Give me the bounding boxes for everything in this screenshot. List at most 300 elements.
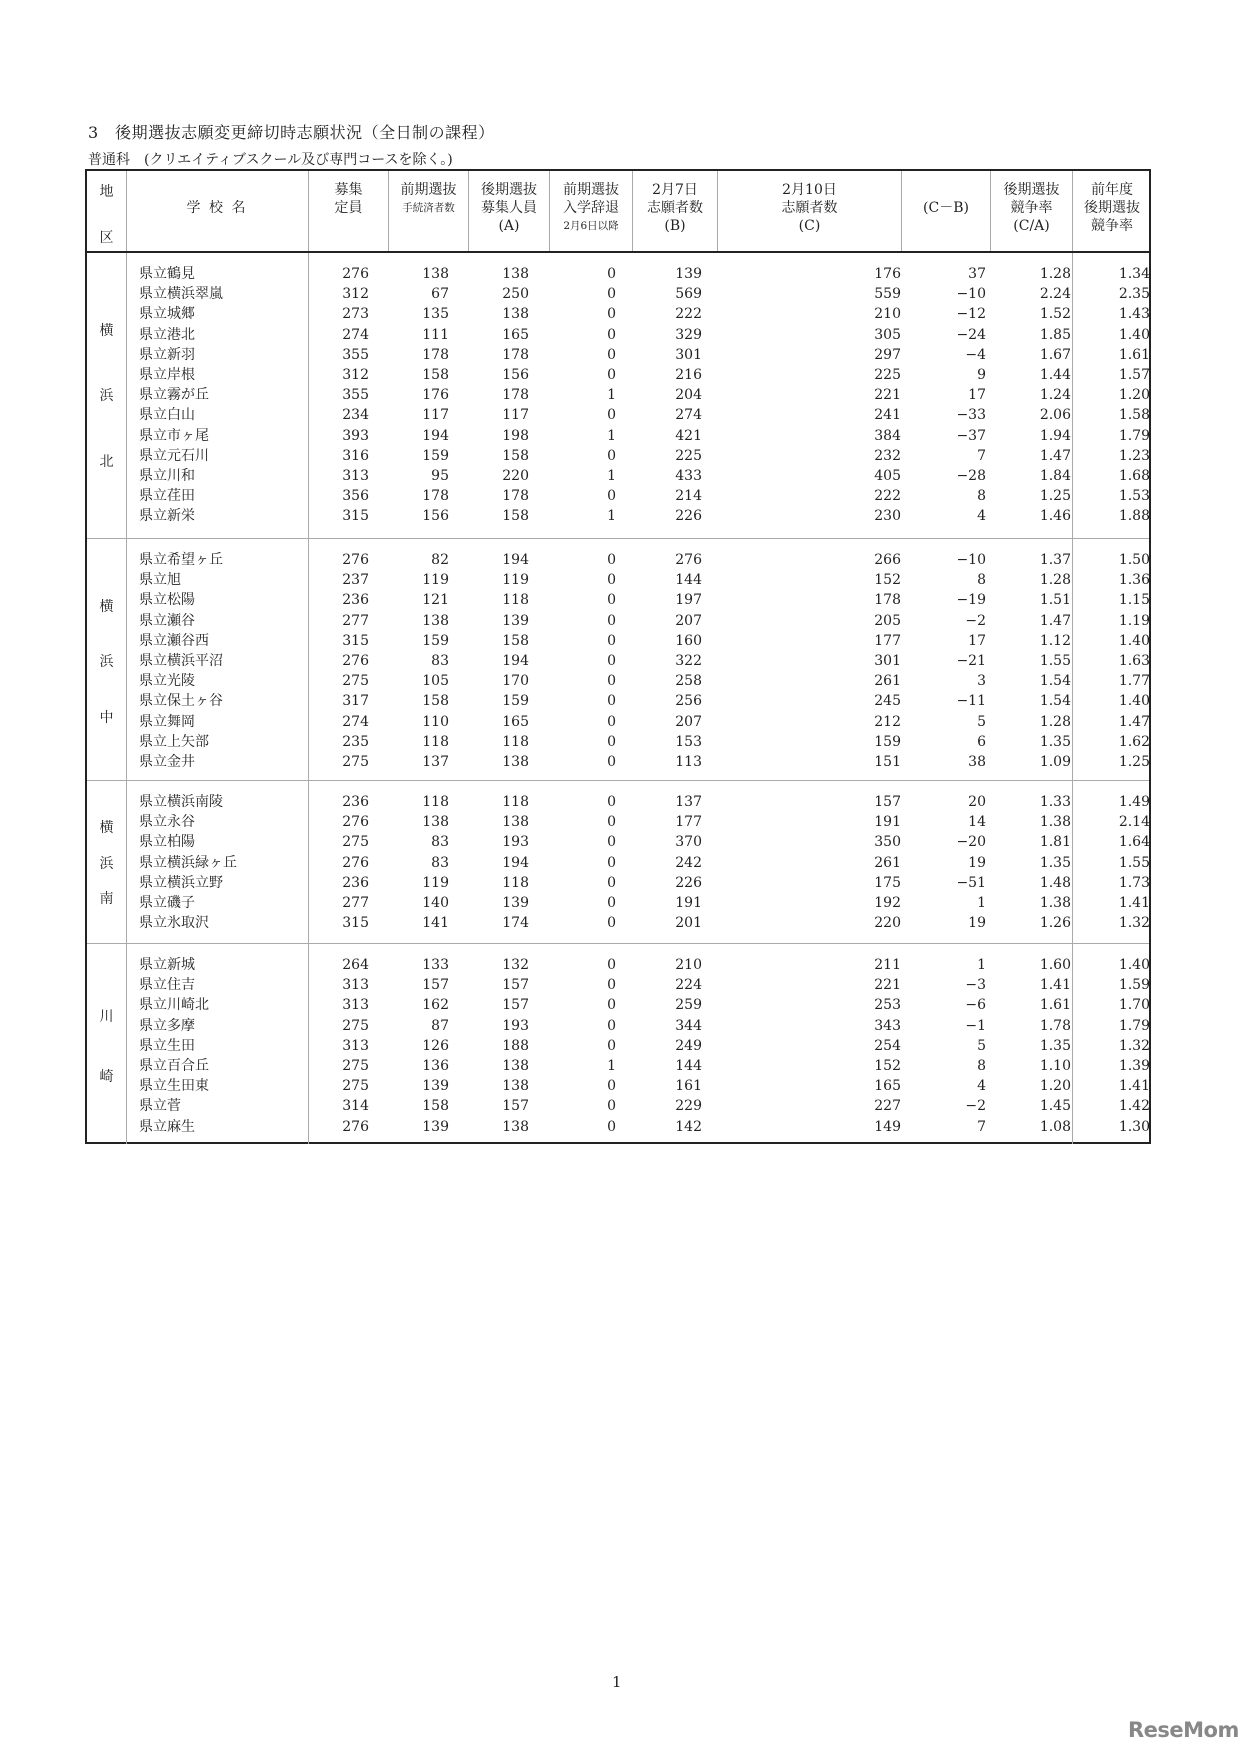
cell-diff: −21 [956,653,986,669]
cell-early-withdraw: 0 [607,632,616,649]
cell-early-withdraw: 1 [607,508,616,525]
cell-late-quota: 118 [502,874,529,891]
cell-ratio: 1.84 [1039,468,1071,484]
cell-capacity: 314 [342,1098,369,1115]
table-row [87,732,1149,752]
table-row [87,913,1149,933]
cell-school-name: 県立生田 [139,1037,195,1054]
cell-late-quota: 193 [502,1017,529,1034]
cell-feb10-applicants: 559 [874,286,901,303]
cell-school-name: 県立永谷 [139,814,195,831]
header-feb7-l3: (B) [664,218,686,234]
cell-diff: 5 [977,713,986,730]
cell-late-quota: 138 [502,1058,529,1074]
cell-early-enrolled: 83 [431,653,449,669]
cell-capacity: 275 [342,834,369,851]
table-row [87,651,1149,671]
cell-late-quota: 165 [502,326,529,343]
cell-early-withdraw: 0 [607,997,616,1014]
header-feb7-l2: 志願者数 [647,200,703,216]
table-row [87,812,1149,832]
cell-prev-ratio: 1.32 [1118,915,1150,932]
cell-late-quota: 194 [502,552,529,568]
table-row [87,1056,1149,1076]
cell-early-enrolled: 138 [422,814,449,831]
cell-capacity: 317 [342,693,369,710]
cell-school-name: 県立川和 [139,468,195,484]
table-row [87,1117,1149,1137]
cell-diff: −10 [956,552,986,568]
cell-late-quota: 138 [502,1118,529,1135]
cell-early-withdraw: 1 [607,387,616,404]
cell-prev-ratio: 2.35 [1118,286,1150,303]
cell-prev-ratio: 1.40 [1118,957,1150,973]
header-capacity-l1: 募集 [334,182,363,198]
header-early-withdraw-l3: 2月6日以降 [563,220,619,232]
cell-late-quota: 157 [502,1098,529,1115]
header-early-withdraw-l1: 前期選抜 [563,182,619,198]
cell-late-quota: 194 [502,653,529,669]
cell-ratio: 1.20 [1039,1078,1071,1095]
cell-ratio: 1.35 [1039,1037,1071,1054]
cell-feb7-applicants: 201 [675,915,702,932]
header-ratio-l1: 後期選抜 [1003,182,1060,198]
cell-prev-ratio: 2.14 [1118,814,1150,831]
cell-feb7-applicants: 226 [675,874,702,891]
cell-diff: 6 [977,733,986,750]
cell-feb7-applicants: 207 [675,713,702,730]
region-char: 横 [99,598,114,615]
cell-prev-ratio: 1.40 [1118,693,1150,710]
header-early-enrolled-l2: 手続済者数 [402,202,455,214]
cell-feb7-applicants: 344 [675,1017,702,1034]
cell-capacity: 276 [342,1118,369,1135]
cell-prev-ratio: 1.88 [1118,508,1150,525]
cell-feb7-applicants: 139 [675,266,702,282]
cell-feb7-applicants: 569 [675,286,702,303]
cell-late-quota: 250 [502,286,529,303]
cell-late-quota: 118 [502,794,529,810]
cell-feb10-applicants: 210 [874,306,901,323]
cell-feb10-applicants: 305 [874,326,901,343]
cell-capacity: 356 [342,488,369,505]
cell-diff: 8 [977,572,986,589]
cell-diff: −2 [965,1098,986,1115]
cell-prev-ratio: 1.47 [1118,713,1150,730]
cell-late-quota: 178 [502,346,529,363]
cell-feb7-applicants: 433 [675,468,702,484]
cell-prev-ratio: 1.55 [1118,854,1150,871]
cell-capacity: 393 [342,427,369,444]
cell-ratio: 1.46 [1039,508,1071,525]
header-feb10-l2: 志願者数 [781,200,838,216]
cell-early-withdraw: 0 [607,1037,616,1054]
cell-feb7-applicants: 274 [675,407,702,424]
cell-feb7-applicants: 276 [675,552,702,568]
cell-diff: −11 [956,693,986,710]
cell-ratio: 1.85 [1039,326,1071,343]
cell-early-withdraw: 0 [607,592,616,609]
cell-ratio: 1.28 [1039,572,1071,589]
cell-early-withdraw: 0 [607,367,616,383]
cell-diff: 17 [968,387,986,404]
header-school: 学 校 名 [186,200,248,216]
cell-capacity: 275 [342,754,369,770]
table-row [87,284,1149,304]
cell-feb7-applicants: 249 [675,1037,702,1054]
cell-early-enrolled: 158 [422,693,449,710]
cell-diff: 4 [977,1078,986,1095]
cell-school-name: 県立城郷 [139,306,195,323]
header-feb10 [717,171,901,251]
cell-early-enrolled: 121 [422,592,449,609]
cell-ratio: 1.09 [1039,754,1071,770]
cell-early-withdraw: 0 [607,957,616,973]
cell-feb7-applicants: 204 [675,387,702,404]
cell-feb10-applicants: 266 [874,552,901,568]
cell-prev-ratio: 1.63 [1118,653,1150,669]
cell-feb10-applicants: 261 [874,673,901,690]
cell-feb7-applicants: 229 [675,1098,702,1115]
cell-feb7-applicants: 258 [675,673,702,690]
table-row [87,712,1149,732]
table-row [87,446,1149,466]
cell-diff: −3 [965,977,986,994]
cell-capacity: 315 [342,508,369,525]
cell-school-name: 県立磯子 [139,895,195,911]
cell-feb10-applicants: 253 [874,997,901,1014]
cell-early-enrolled: 138 [422,612,449,629]
cell-school-name: 県立新城 [139,957,195,973]
cell-school-name: 県立川崎北 [139,997,209,1014]
cell-school-name: 県立霧が丘 [139,387,209,404]
cell-feb10-applicants: 241 [874,407,901,424]
cell-school-name: 県立横浜立野 [139,874,223,891]
page-subtitle: 普通科 (クリエイティブスクール及び専門コースを除く。) [88,149,453,171]
cell-late-quota: 138 [502,1078,529,1095]
cell-late-quota: 138 [502,814,529,831]
table-row [87,1076,1149,1096]
cell-diff: 20 [968,794,986,810]
header-late-quota [468,171,549,251]
cell-diff: 7 [977,1118,986,1135]
cell-diff: 9 [977,367,986,383]
region-char: 崎 [99,1069,114,1086]
cell-ratio: 1.28 [1039,713,1071,730]
table-row [87,752,1149,772]
cell-capacity: 274 [342,713,369,730]
cell-school-name: 県立新栄 [139,508,195,525]
cell-ratio: 1.08 [1039,1118,1071,1135]
cell-early-enrolled: 83 [431,834,449,851]
cell-feb10-applicants: 230 [874,508,901,525]
cell-ratio: 1.60 [1039,957,1071,973]
cell-school-name: 県立横浜平沼 [139,653,223,669]
cell-ratio: 1.47 [1039,612,1071,629]
cell-capacity: 312 [342,286,369,303]
cell-diff: −37 [956,427,986,444]
cell-feb7-applicants: 207 [675,612,702,629]
cell-school-name: 県立横浜南陵 [139,794,223,810]
cell-school-name: 県立希望ヶ丘 [139,552,223,568]
cell-ratio: 1.67 [1039,346,1071,363]
table-row [87,264,1149,284]
cell-late-quota: 139 [502,895,529,911]
cell-early-withdraw: 0 [607,306,616,323]
cell-diff: −1 [965,1017,986,1034]
cell-prev-ratio: 1.50 [1118,552,1150,568]
cell-feb10-applicants: 225 [874,367,901,383]
cell-feb7-applicants: 301 [675,346,702,363]
cell-capacity: 276 [342,814,369,831]
cell-early-withdraw: 0 [607,754,616,770]
cell-feb7-applicants: 191 [675,895,702,911]
cell-feb7-applicants: 256 [675,693,702,710]
cell-prev-ratio: 1.77 [1118,673,1150,690]
table-row [87,550,1149,570]
cell-late-quota: 159 [502,693,529,710]
cell-feb10-applicants: 191 [874,814,901,831]
cell-ratio: 1.26 [1039,915,1071,932]
cell-feb7-applicants: 259 [675,997,702,1014]
cell-school-name: 県立麻生 [139,1118,195,1135]
cell-early-enrolled: 119 [422,874,449,891]
region-group [87,253,1149,538]
cell-early-withdraw: 0 [607,552,616,568]
cell-early-enrolled: 137 [422,754,449,770]
region-char: 川 [99,1008,114,1025]
cell-early-withdraw: 0 [607,346,616,363]
cell-early-withdraw: 1 [607,1058,616,1074]
header-prev-ratio [1072,171,1151,251]
cell-feb7-applicants: 137 [675,794,702,810]
cell-early-withdraw: 1 [607,468,616,484]
cell-early-withdraw: 0 [607,612,616,629]
cell-late-quota: 119 [502,572,529,589]
cell-feb10-applicants: 178 [874,592,901,609]
cell-feb7-applicants: 322 [675,653,702,669]
cell-early-withdraw: 0 [607,814,616,831]
header-prev-ratio-l3: 競争率 [1091,218,1133,234]
cell-prev-ratio: 1.70 [1118,997,1150,1014]
cell-diff: −24 [956,326,986,343]
cell-capacity: 276 [342,653,369,669]
cell-ratio: 1.47 [1039,447,1071,464]
table-row [87,304,1149,324]
cell-school-name: 県立百合丘 [139,1058,209,1074]
cell-capacity: 264 [342,957,369,973]
cell-early-withdraw: 0 [607,693,616,710]
cell-feb7-applicants: 197 [675,592,702,609]
cell-prev-ratio: 1.41 [1118,895,1150,911]
cell-capacity: 277 [342,612,369,629]
cell-diff: −19 [956,592,986,609]
cell-early-enrolled: 139 [422,1118,449,1135]
region-char: 浜 [99,654,114,671]
cell-early-withdraw: 0 [607,407,616,424]
cell-prev-ratio: 1.68 [1118,468,1150,484]
cell-prev-ratio: 1.19 [1118,612,1150,629]
cell-school-name: 県立菅 [139,1098,181,1115]
cell-capacity: 234 [342,407,369,424]
cell-feb7-applicants: 216 [675,367,702,383]
cell-ratio: 1.25 [1039,488,1071,505]
header-early-withdraw [549,171,632,251]
cell-early-enrolled: 118 [422,794,449,810]
cell-feb10-applicants: 212 [874,713,901,730]
cell-capacity: 276 [342,854,369,871]
header-feb10-l3: (C) [798,218,821,234]
cell-feb7-applicants: 144 [675,572,702,589]
cell-ratio: 1.52 [1039,306,1071,323]
cell-feb10-applicants: 301 [874,653,901,669]
table-row [87,385,1149,405]
cell-ratio: 1.12 [1039,632,1071,649]
cell-ratio: 1.78 [1039,1017,1071,1034]
cell-prev-ratio: 1.39 [1118,1058,1150,1074]
cell-early-enrolled: 158 [422,367,449,383]
cell-diff: −10 [956,286,986,303]
cell-school-name: 県立生田東 [139,1078,209,1095]
header-early-withdraw-l2: 入学辞退 [563,200,619,216]
cell-late-quota: 139 [502,612,529,629]
cell-diff: 38 [968,754,986,770]
cell-prev-ratio: 1.59 [1118,977,1150,994]
cell-capacity: 275 [342,1078,369,1095]
cell-late-quota: 174 [502,915,529,932]
cell-school-name: 県立舞岡 [139,713,195,730]
cell-capacity: 275 [342,673,369,690]
cell-ratio: 1.54 [1039,693,1071,710]
cell-feb7-applicants: 242 [675,854,702,871]
cell-feb10-applicants: 205 [874,612,901,629]
cell-school-name: 県立荏田 [139,488,195,505]
cell-early-withdraw: 0 [607,447,616,464]
cell-feb7-applicants: 222 [675,306,702,323]
cell-ratio: 1.38 [1039,895,1071,911]
region-group [87,780,1149,943]
region-group [87,538,1149,780]
cell-early-withdraw: 0 [607,834,616,851]
cell-late-quota: 165 [502,713,529,730]
cell-early-withdraw: 0 [607,1017,616,1034]
cell-ratio: 1.28 [1039,266,1071,282]
cell-ratio: 1.33 [1039,794,1071,810]
cell-prev-ratio: 1.61 [1118,346,1150,363]
header-late-quota-l3: (A) [498,218,520,234]
cell-ratio: 1.24 [1039,387,1071,404]
table-row [87,486,1149,506]
cell-early-enrolled: 133 [422,957,449,973]
cell-capacity: 355 [342,387,369,404]
cell-capacity: 315 [342,915,369,932]
cell-early-enrolled: 159 [422,447,449,464]
cell-early-enrolled: 178 [422,346,449,363]
cell-capacity: 355 [342,346,369,363]
cell-capacity: 275 [342,1017,369,1034]
cell-feb7-applicants: 370 [675,834,702,851]
cell-diff: 8 [977,1058,986,1074]
header-late-quota-l1: 後期選抜 [481,182,537,198]
header-prev-ratio-l2: 後期選抜 [1084,200,1140,216]
cell-early-enrolled: 136 [422,1058,449,1074]
cell-feb10-applicants: 297 [874,346,901,363]
cell-late-quota: 158 [502,447,529,464]
cell-early-withdraw: 0 [607,915,616,932]
cell-early-enrolled: 83 [431,854,449,871]
region-char: 横 [99,322,114,339]
cell-early-enrolled: 157 [422,977,449,994]
cell-late-quota: 220 [502,468,529,484]
cell-feb10-applicants: 159 [874,733,901,750]
cell-feb10-applicants: 221 [874,977,901,994]
header-feb7-l1: 2月7日 [652,182,698,198]
cell-late-quota: 178 [502,387,529,404]
cell-ratio: 1.55 [1039,653,1071,669]
cell-feb7-applicants: 160 [675,632,702,649]
cell-school-name: 県立柏陽 [139,834,195,851]
cell-feb10-applicants: 245 [874,693,901,710]
cell-late-quota: 157 [502,997,529,1014]
cell-early-enrolled: 87 [431,1017,449,1034]
cell-ratio: 1.48 [1039,874,1071,891]
cell-prev-ratio: 1.25 [1118,754,1150,770]
cell-school-name: 県立瀬谷 [139,612,195,629]
cell-prev-ratio: 1.57 [1118,367,1150,383]
cell-early-withdraw: 0 [607,895,616,911]
cell-ratio: 1.61 [1039,997,1071,1014]
cell-early-withdraw: 0 [607,653,616,669]
header-late-quota-l2: 募集人員 [481,200,537,216]
cell-ratio: 1.54 [1039,673,1071,690]
cell-feb10-applicants: 177 [874,632,901,649]
cell-ratio: 1.37 [1039,552,1071,568]
cell-feb10-applicants: 151 [874,754,901,770]
cell-prev-ratio: 1.79 [1118,1017,1150,1034]
cell-capacity: 276 [342,552,369,568]
cell-early-enrolled: 194 [422,427,449,444]
cell-early-enrolled: 105 [422,673,449,690]
cell-early-enrolled: 118 [422,733,449,750]
cell-feb10-applicants: 384 [874,427,901,444]
cell-feb10-applicants: 350 [874,834,901,851]
cell-feb7-applicants: 226 [675,508,702,525]
cell-diff: 19 [968,854,986,871]
cell-early-enrolled: 139 [422,1078,449,1095]
cell-school-name: 県立横浜翠嵐 [139,286,223,303]
cell-feb7-applicants: 142 [675,1118,702,1135]
cell-late-quota: 178 [502,488,529,505]
table-row [87,671,1149,691]
cell-ratio: 1.10 [1039,1058,1071,1074]
cell-early-enrolled: 82 [431,552,449,568]
cell-diff: 1 [977,957,986,973]
cell-prev-ratio: 1.58 [1118,407,1150,424]
table-row [87,365,1149,385]
cell-ratio: 1.35 [1039,733,1071,750]
cell-prev-ratio: 1.42 [1118,1098,1150,1115]
cell-capacity: 313 [342,468,369,484]
cell-diff: −12 [956,306,986,323]
cell-school-name: 県立多摩 [139,1017,195,1034]
cell-early-enrolled: 159 [422,632,449,649]
cell-early-enrolled: 176 [422,387,449,404]
cell-diff: 7 [977,447,986,464]
cell-diff: 17 [968,632,986,649]
cell-capacity: 274 [342,326,369,343]
header-ratio-l3: (C/A) [1013,218,1050,234]
cell-feb7-applicants: 329 [675,326,702,343]
